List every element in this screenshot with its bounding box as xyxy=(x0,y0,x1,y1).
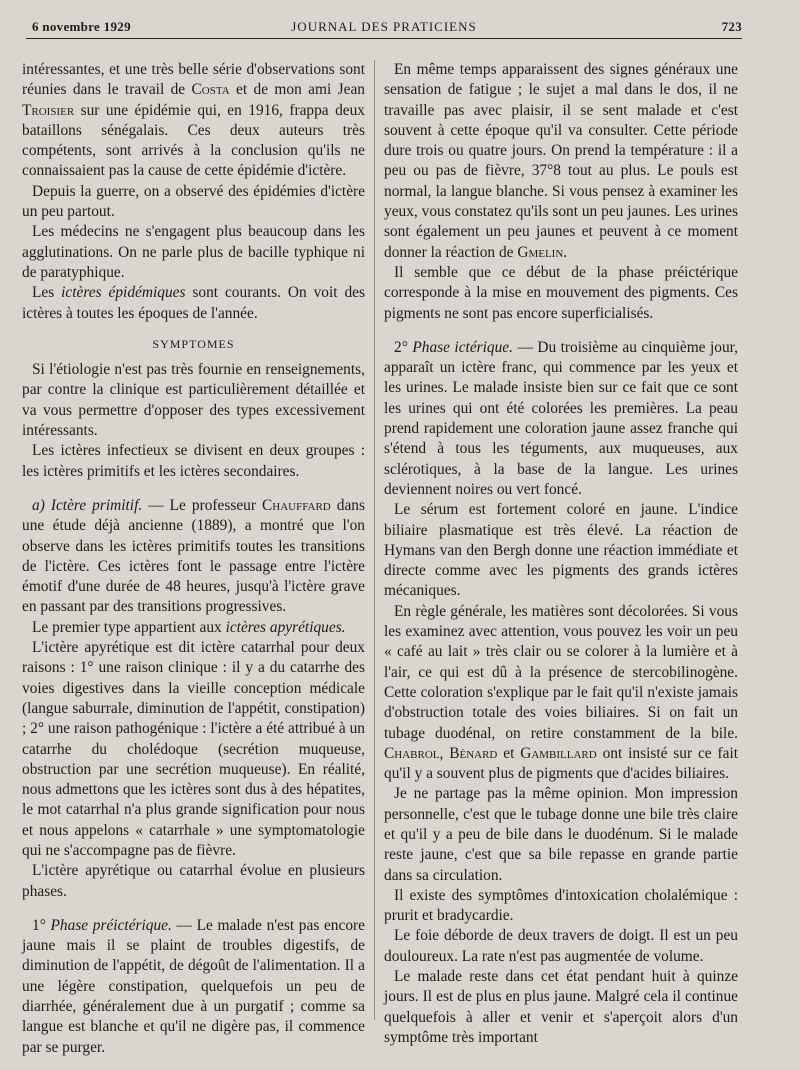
column-divider xyxy=(374,60,375,1020)
paragraph: Le sérum est fortement coloré en jaune. L'indice biliaire plasmatique est très élevé. La réaction de Hymans van den Bergh donne une réaction immédiate et directe comme avec les pigments des grands ictères mécaniques. xyxy=(384,501,738,600)
right-column xyxy=(384,60,738,1048)
paragraph: Je ne partage pas la même opinion. Mon impression personnelle, c'est que le tubage donne une bile très claire et qu'il y a peu de bile dans le duodénum. Si le malade reste jaune, c'est que sa bile repasse en grande partie dans sa circulation. xyxy=(384,785,738,884)
header-journal-title: JOURNAL DES PRATICIENS xyxy=(291,19,477,34)
paragraph: En même temps apparaissent des signes généraux une sensation de fatigue ; le sujet a mal dans le dos, il ne travaille pas avec plaisir, il se sent malade et c'est souvent à cette époque qu'il va consulter. Cette période dure trois ou quatre jours. On prend la température : il a peu ou pas de fièvre, 37°8 tout au plus. Le pouls est normal, la langue blanche. Si vous pensez à examiner les yeux, vous constatez qu'ils sont un peu jaunes. Les urines sont également un peu jaunes et peuvent à ce moment donner la réaction de Gmelin. xyxy=(384,61,738,261)
paragraph: 1° Phase préictérique. — Le malade n'est pas encore jaune mais il se plaint de troubles digestifs, de diminution de l'appétit, de dégoût de l'alimentation. Il a une légère constipation, quelquefois un peu de diarrhée, généralement due à un purgatif ; comme sa langue est blanche et qu'il ne digère pas, il commence par se purger. xyxy=(22,916,365,1056)
paragraph: Les ictères infectieux se divisent en deux groupes : les ictères primitifs et les ictères secondaires. xyxy=(22,442,365,480)
paragraph: L'ictère apyrétique est dit ictère catarrhal pour deux raisons : 1° une raison clinique : il y a du catarrhe des voies digestives dans la vieille conception médicale (langue saburrale, diminution de l'appétit, constipation) ; 2° une raison pathogénique : l'ictère a été attribué à un catarrhe du cholédoque (secrétion muqueuse, obstruction par une secrétion muqueuse). En réalité, nous admettons que les ictères sont dus à des hépatites, le mot catarrhal n'a plus grande signification pour nous et nous appelons « catarrhale » une symptomatologie qui ne s'accompagne pas de fièvre. xyxy=(22,639,365,859)
paragraph: Depuis la guerre, on a observé des épidémies d'ictère un peu partout. xyxy=(22,182,365,221)
paragraph: Il existe des symptômes d'intoxication cholalémique : prurit et bradycardie. xyxy=(384,886,738,925)
paragraph: Le malade reste dans cet état pendant huit à quinze jours. Il est de plus en plus jaune. Malgré cela il continue quelquefois à aller et venir et s'aperçoit alors d'un symptôme très important xyxy=(384,968,738,1046)
paragraph: 2° Phase ictérique. — Du troisième au cinquième jour, apparaît un ictère franc, qui commence par les yeux et les urines. Le malade insiste bien sur ce fait que ce sont les urines qui ont été colorées les premières. La peau prend rapidement une coloration jaune assez franche qui s'étend à tous les téguments, aux muqueuses, aux sclérotiques, à la base de la langue. Les urines deviennent noires ou vert foncé. xyxy=(384,338,739,498)
paragraph: Les ictères épidémiques sont courants. On voit des ictères à toutes les époques de l'année. xyxy=(22,284,365,322)
left-column xyxy=(22,60,365,1058)
paragraph: intéressantes, et une très belle série d'observations sont réunies dans le travail de Costa et de mon ami Jean Troisier sur une épidémie qui, en 1916, frappa deux bataillons sénégalais. Ces deux auteurs très compétents, sont arrivés à la conclusion qu'ils ne connaissaient pas la cause de cette épidémie d'ictère. xyxy=(22,61,365,180)
paragraph: En règle générale, les matières sont décolorées. Si vous les examinez avec attention, vous pouvez les voir un peu « café au lait » très clair ou se colorer à la lumière et à l'air, ce qui est dû à la présence de stercobilinogène. Cette coloration s'explique par le fait qu'il n'existe jamais d'obstruction totale des voies biliaires. Si on fait un tubage duodénal, on retire constamment de la bile. Chabrol, Bénard et Gambillard ont insisté sur ce fait qu'il y a souvent plus de pigments que d'acides biliaires. xyxy=(384,602,738,783)
page-header xyxy=(26,16,742,39)
header-page-number: 723 xyxy=(721,19,742,34)
header-date: 6 novembre 1929 xyxy=(32,19,131,34)
paragraph: Le foie déborde de deux travers de doigt. Il est un peu douloureux. La rate n'est pas augmentée de volume. xyxy=(384,927,738,965)
paragraph: a) Ictère primitif. — Le professeur Chauffard dans une étude déjà ancienne (1889), a montré que l'on observe dans les ictères primitifs toutes les transitions de l'ictère. Ces ictères font le passage entre l'ictère émotif d'une durée de 48 heures, jusqu'à l'ictère grave en passant par des transitions progressives. xyxy=(22,496,365,616)
paragraph: Si l'étiologie n'est pas très fournie en renseignements, par contre la clinique est particulièrement détaillée et va vous permettre d'opposer des types excessivement intéressants. xyxy=(22,361,365,440)
paragraph: Le premier type appartient aux ictères apyrétiques. xyxy=(32,618,346,636)
paragraph: L'ictère apyrétique ou catarrhal évolue en plusieurs phases. xyxy=(22,862,365,900)
paragraph: Il semble que ce début de la phase préictérique corresponde à la mise en mouvement des pigments. Ces pigments ne sont pas encore superficialisés. xyxy=(384,263,738,322)
section-heading: SYMPTOMES xyxy=(152,336,235,351)
paragraph: Les médecins ne s'engagent plus beaucoup dans les agglutinations. On ne parle plus de bacille typhique ni de paratyphique. xyxy=(22,223,365,281)
